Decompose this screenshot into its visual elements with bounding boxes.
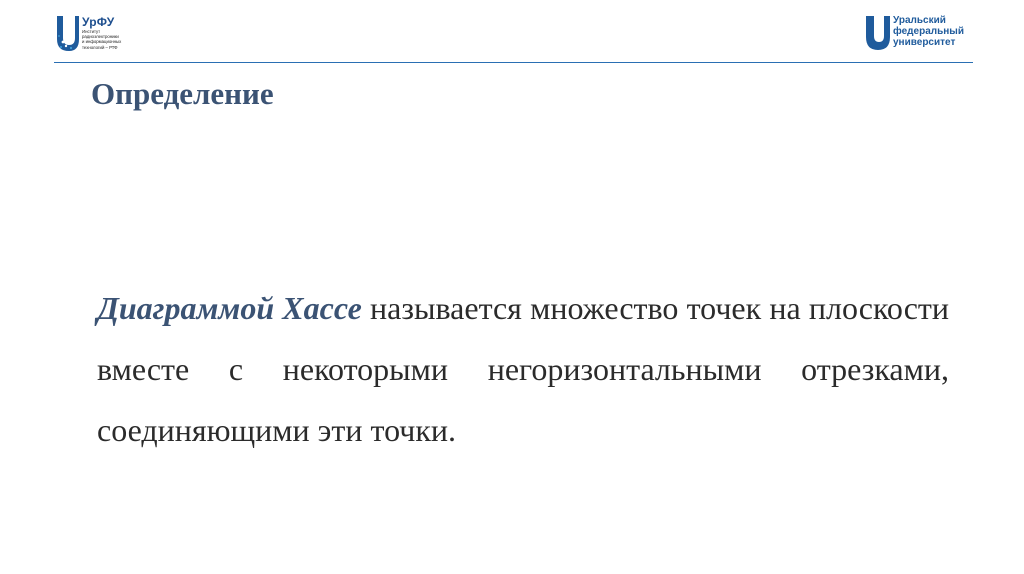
definition-text: называется множество точек на плоскости вместе с некоторыми негоризонтальными отрезками, соединяющими эти точки.: [97, 290, 949, 448]
institute-line: и информационных: [82, 39, 122, 45]
institute-name: [82, 29, 162, 50]
urfu-u-icon: [865, 15, 891, 51]
defined-term: Диаграммой Хассе: [97, 290, 362, 326]
institute-logo: [54, 14, 134, 56]
university-name-line: университет: [893, 37, 956, 48]
slide-title: Определение: [91, 76, 274, 111]
logo-brand-text: УрФУ: [82, 15, 115, 29]
university-logo: [865, 14, 985, 54]
definition-paragraph: [97, 278, 949, 461]
institute-line: Институт: [82, 29, 101, 34]
header-divider: [54, 62, 973, 63]
urfu-emblem-icon: [54, 14, 82, 54]
institute-line: радиоэлектроники: [82, 34, 119, 40]
institute-line: технологий – РТФ: [82, 44, 118, 50]
university-name-line: федеральный: [893, 26, 964, 37]
university-name: [893, 15, 964, 48]
university-name-line: Уральский: [893, 15, 946, 26]
